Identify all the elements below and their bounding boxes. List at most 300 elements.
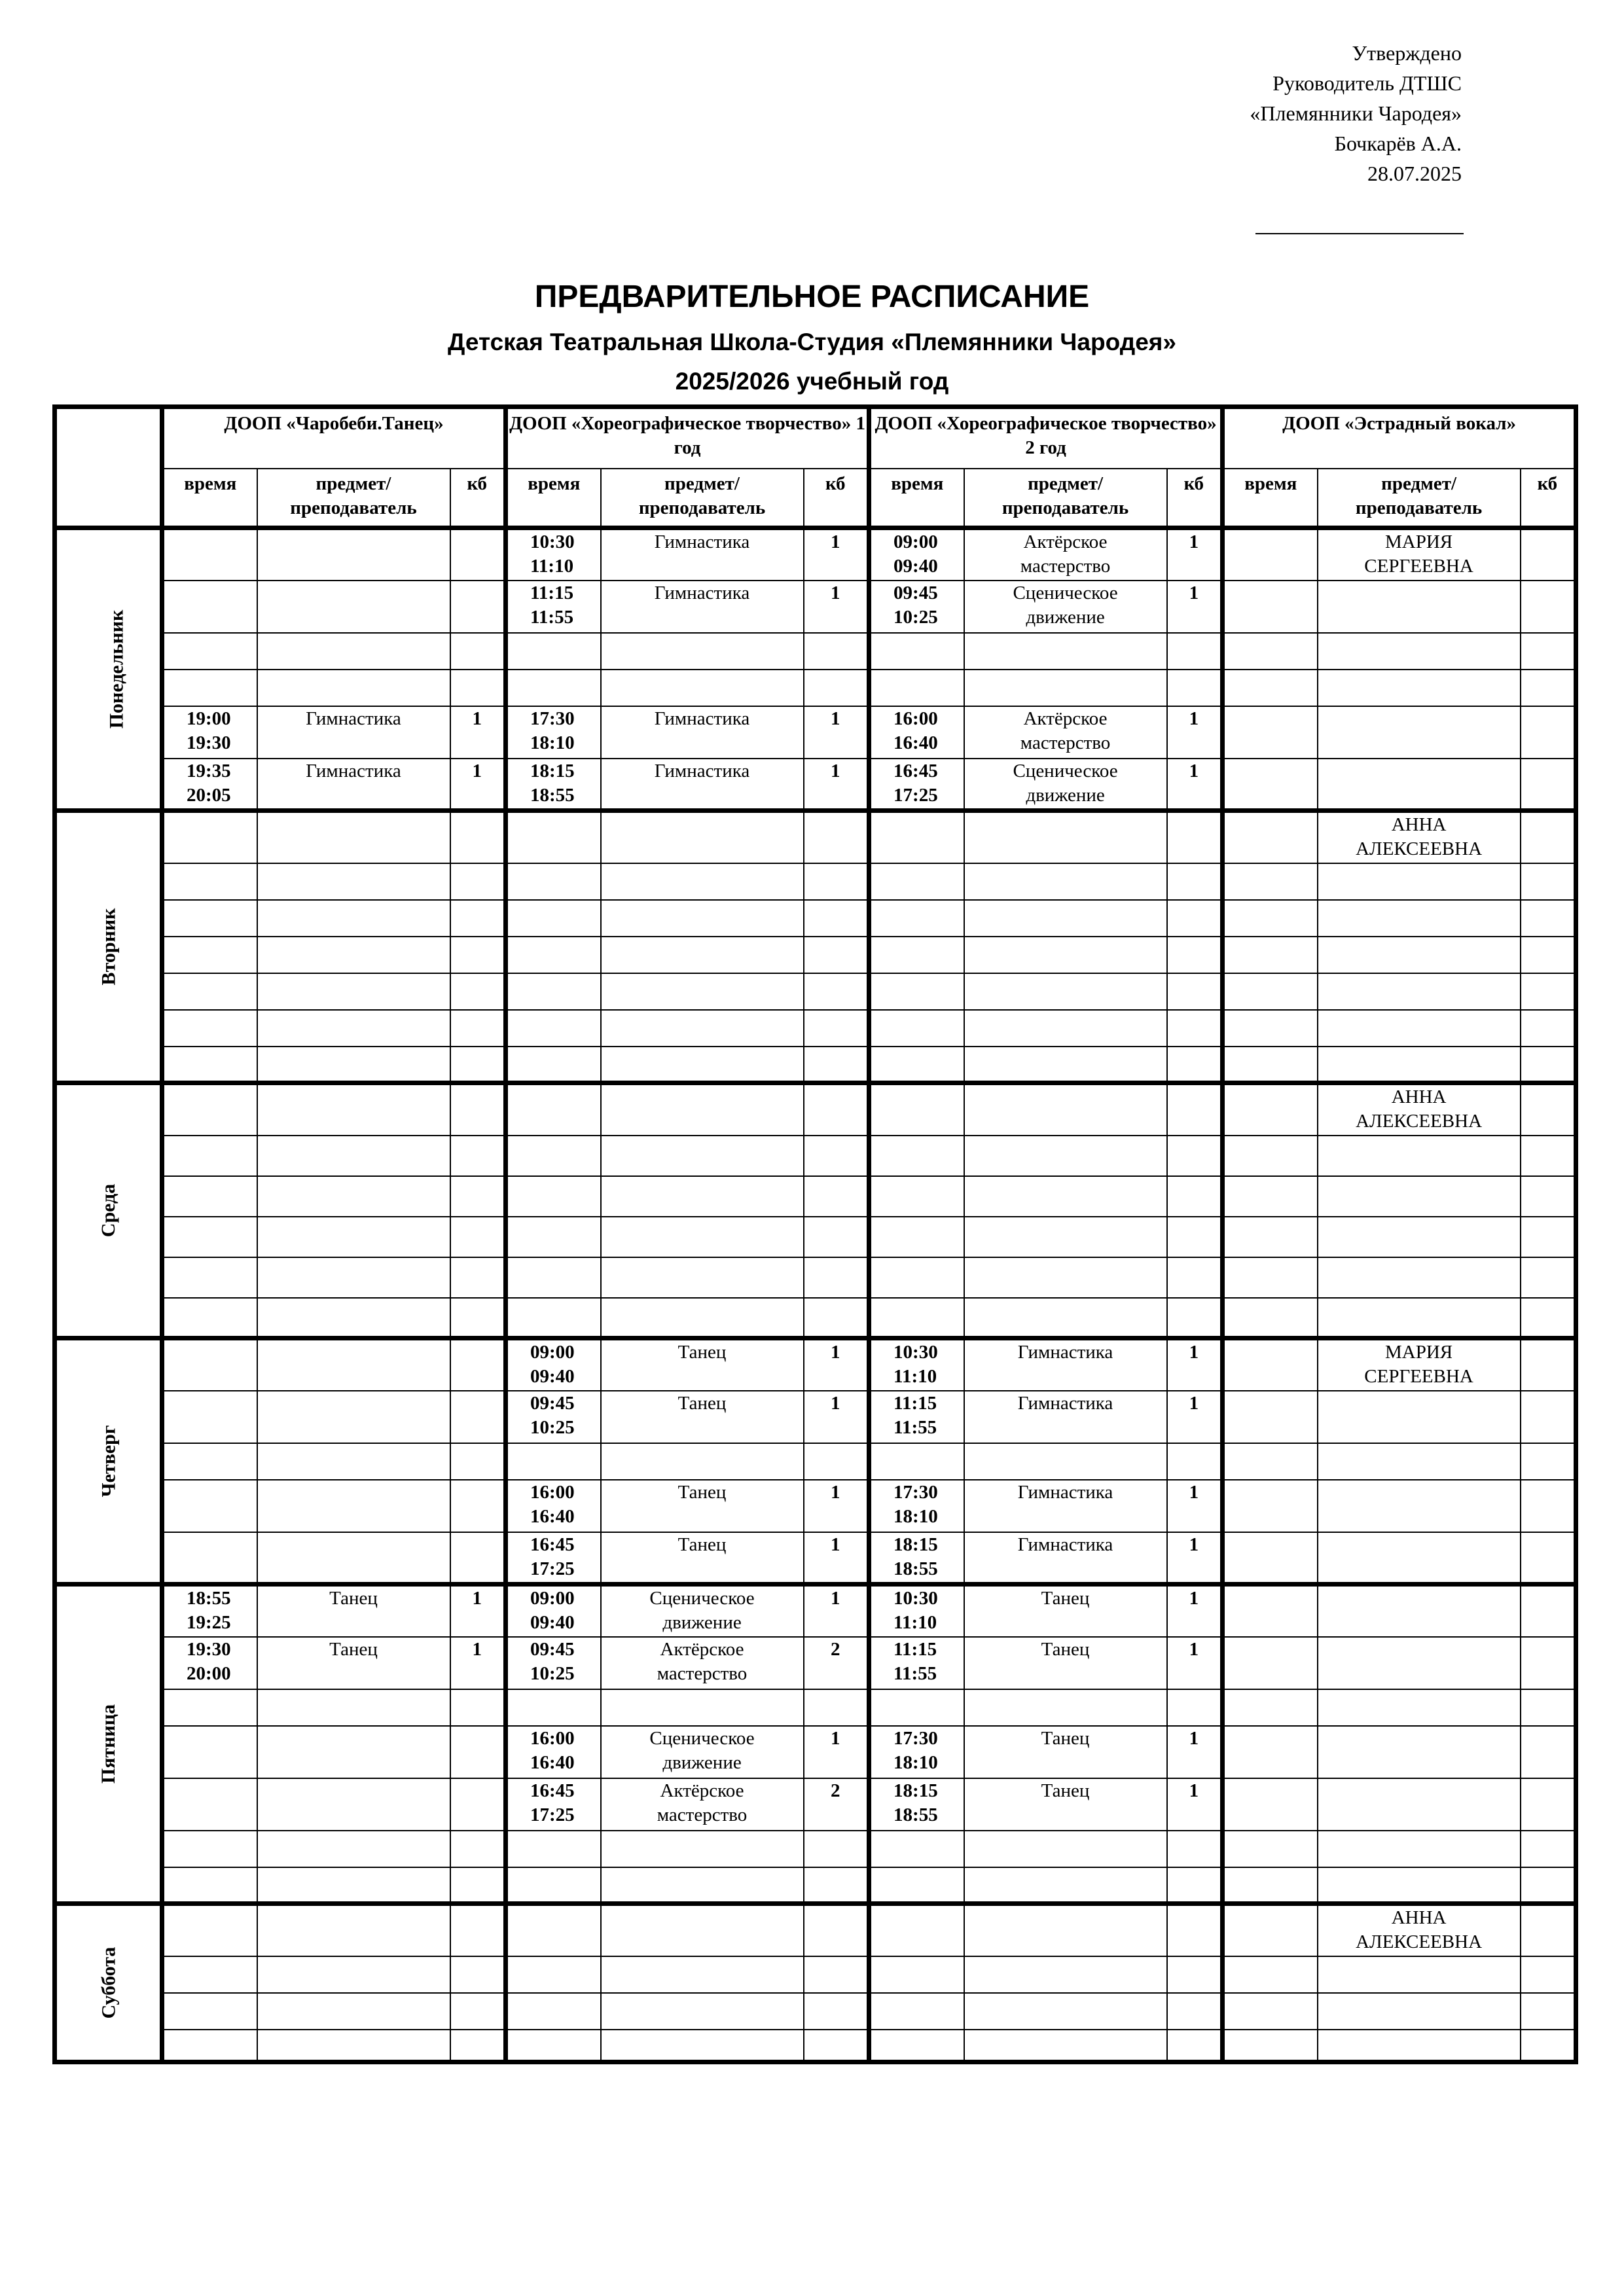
lesson-subject xyxy=(964,1217,1167,1257)
document-title: ПРЕДВАРИТЕЛЬНОЕ РАСПИСАНИЕ xyxy=(534,279,1090,314)
lesson-time xyxy=(162,1176,257,1217)
lesson-time xyxy=(506,1083,601,1136)
lesson-room xyxy=(1167,1010,1223,1047)
lesson-time xyxy=(162,1956,257,1993)
lesson-time xyxy=(1223,581,1318,633)
lesson-time: 11:15 11:55 xyxy=(506,581,601,633)
lesson-subject xyxy=(1318,1532,1521,1585)
lesson-subject xyxy=(1318,1689,1521,1726)
lesson-subject xyxy=(1318,759,1521,811)
lesson-subject xyxy=(601,1217,804,1257)
lesson-room xyxy=(1167,1443,1223,1480)
lesson-subject xyxy=(1318,1176,1521,1217)
lesson-subject xyxy=(1318,1585,1521,1637)
lesson-time xyxy=(162,1726,257,1778)
approval-line: Бочкарёв А.А. xyxy=(1334,132,1462,155)
lesson-subject xyxy=(601,1904,804,1956)
lesson-subject xyxy=(257,1831,450,1867)
lesson-subject xyxy=(1318,1993,1521,2030)
lesson-subject xyxy=(257,863,450,900)
lesson-subject xyxy=(257,670,450,706)
lesson-subject xyxy=(257,900,450,937)
lesson-subject xyxy=(964,2030,1167,2062)
lesson-time xyxy=(869,633,964,670)
lesson-subject: АННА АЛЕКСЕЕВНА xyxy=(1318,1904,1521,1956)
lesson-time xyxy=(1223,1831,1318,1867)
lesson-time xyxy=(162,900,257,937)
lesson-time: 10:30 11:10 xyxy=(869,1585,964,1637)
lesson-time: 09:00 09:40 xyxy=(506,1338,601,1391)
lesson-room xyxy=(1521,1136,1576,1176)
subject-column-header: предмет/ преподаватель xyxy=(257,469,450,528)
lesson-room xyxy=(450,1047,506,1083)
lesson-subject xyxy=(1318,1298,1521,1338)
lesson-room xyxy=(1521,900,1576,937)
lesson-subject xyxy=(1318,1778,1521,1831)
lesson-room xyxy=(1167,1689,1223,1726)
lesson-subject xyxy=(601,1867,804,1904)
lesson-room: 1 xyxy=(450,706,506,759)
lesson-time xyxy=(1223,1217,1318,1257)
lesson-room: 1 xyxy=(450,1585,506,1637)
lesson-subject xyxy=(257,811,450,863)
lesson-room xyxy=(1167,811,1223,863)
lesson-time xyxy=(869,1904,964,1956)
lesson-subject xyxy=(1318,1391,1521,1443)
lesson-time xyxy=(506,670,601,706)
lesson-time xyxy=(1223,1443,1318,1480)
lesson-subject xyxy=(257,1956,450,1993)
lesson-room xyxy=(1167,900,1223,937)
lesson-room xyxy=(1521,1298,1576,1338)
lesson-time xyxy=(1223,1083,1318,1136)
lesson-room xyxy=(1521,811,1576,863)
schedule-row xyxy=(55,1726,1576,1778)
lesson-subject xyxy=(1318,1136,1521,1176)
lesson-room xyxy=(450,1993,506,2030)
lesson-room xyxy=(1521,1585,1576,1637)
lesson-room xyxy=(1521,581,1576,633)
lesson-time xyxy=(869,1010,964,1047)
lesson-room: 1 xyxy=(804,1338,869,1391)
lesson-room xyxy=(804,973,869,1010)
lesson-room: 1 xyxy=(1167,1338,1223,1391)
lesson-time xyxy=(162,1480,257,1532)
lesson-room xyxy=(450,1136,506,1176)
lesson-subject xyxy=(601,1083,804,1136)
lesson-time xyxy=(1223,1480,1318,1532)
lesson-room xyxy=(1521,1010,1576,1047)
lesson-room: 1 xyxy=(1167,1726,1223,1778)
lesson-room xyxy=(450,581,506,633)
lesson-room xyxy=(1521,863,1576,900)
lesson-subject xyxy=(964,1083,1167,1136)
lesson-subject: Гимнастика xyxy=(964,1391,1167,1443)
lesson-time xyxy=(869,1956,964,1993)
lesson-time xyxy=(869,973,964,1010)
lesson-time xyxy=(1223,1298,1318,1338)
day-name: Понедельник xyxy=(105,609,128,728)
lesson-room xyxy=(1521,973,1576,1010)
schedule-row xyxy=(55,1956,1576,1993)
lesson-subject xyxy=(257,937,450,973)
lesson-time xyxy=(506,1136,601,1176)
lesson-subject: МАРИЯ СЕРГЕЕВНА xyxy=(1318,528,1521,581)
lesson-subject xyxy=(601,633,804,670)
lesson-time xyxy=(1223,1391,1318,1443)
lesson-subject: Гимнастика xyxy=(964,1532,1167,1585)
lesson-time xyxy=(1223,706,1318,759)
room-column-header: кб xyxy=(1521,469,1576,528)
lesson-time: 19:35 20:05 xyxy=(162,759,257,811)
lesson-time xyxy=(506,1217,601,1257)
lesson-subject: Актёрское мастерство xyxy=(601,1778,804,1831)
lesson-time xyxy=(506,1831,601,1867)
day-name-cell xyxy=(55,1083,162,1338)
approval-block xyxy=(1250,38,1462,188)
lesson-subject xyxy=(964,1298,1167,1338)
day-column-header xyxy=(55,407,162,528)
lesson-time xyxy=(1223,1585,1318,1637)
group-header-row xyxy=(55,407,1576,469)
lesson-time xyxy=(162,1338,257,1391)
lesson-subject xyxy=(1318,1217,1521,1257)
schedule-row xyxy=(55,1338,1576,1391)
schedule-row xyxy=(55,1904,1576,1956)
lesson-room xyxy=(1167,1831,1223,1867)
lesson-subject xyxy=(1318,1637,1521,1689)
lesson-subject: Танец xyxy=(964,1585,1167,1637)
lesson-subject xyxy=(257,1443,450,1480)
schedule-row xyxy=(55,937,1576,973)
schedule-row xyxy=(55,2030,1576,2062)
lesson-time xyxy=(1223,1867,1318,1904)
day-name-cell xyxy=(55,1338,162,1585)
lesson-time: 16:45 17:25 xyxy=(506,1532,601,1585)
lesson-room xyxy=(1521,1047,1576,1083)
lesson-time: 09:45 10:25 xyxy=(506,1391,601,1443)
lesson-room xyxy=(450,1443,506,1480)
lesson-time xyxy=(162,973,257,1010)
lesson-time xyxy=(162,1136,257,1176)
lesson-room: 1 xyxy=(1167,1778,1223,1831)
approval-line: «Племянники Чародея» xyxy=(1250,101,1462,125)
schedule-row xyxy=(55,1391,1576,1443)
lesson-time: 18:15 18:55 xyxy=(869,1778,964,1831)
lesson-time: 16:00 16:40 xyxy=(506,1480,601,1532)
lesson-time: 09:45 10:25 xyxy=(506,1637,601,1689)
lesson-room: 1 xyxy=(804,1391,869,1443)
lesson-room xyxy=(1521,1176,1576,1217)
lesson-time xyxy=(162,1532,257,1585)
lesson-time: 18:55 19:25 xyxy=(162,1585,257,1637)
schedule-row xyxy=(55,581,1576,633)
subject-column-header: предмет/ преподаватель xyxy=(1318,469,1521,528)
lesson-room xyxy=(450,1726,506,1778)
time-column-header: время xyxy=(506,469,601,528)
lesson-room xyxy=(804,1217,869,1257)
lesson-room: 1 xyxy=(804,1532,869,1585)
schedule-row xyxy=(55,670,1576,706)
lesson-room xyxy=(804,2030,869,2062)
lesson-room xyxy=(450,937,506,973)
day-name: Четверг xyxy=(98,1425,119,1497)
lesson-room xyxy=(1521,937,1576,973)
schedule-row xyxy=(55,1637,1576,1689)
lesson-time xyxy=(1223,1338,1318,1391)
lesson-room xyxy=(804,1689,869,1726)
approval-date: 28.07.2025 xyxy=(1367,162,1462,185)
lesson-time xyxy=(869,811,964,863)
lesson-room xyxy=(1521,1443,1576,1480)
time-column-header: время xyxy=(869,469,964,528)
lesson-subject xyxy=(601,1443,804,1480)
lesson-room xyxy=(804,1956,869,1993)
lesson-subject xyxy=(964,1904,1167,1956)
lesson-subject xyxy=(257,1993,450,2030)
lesson-time: 17:30 18:10 xyxy=(506,706,601,759)
lesson-subject xyxy=(257,1047,450,1083)
lesson-time xyxy=(1223,900,1318,937)
lesson-subject xyxy=(1318,973,1521,1010)
lesson-room xyxy=(1521,528,1576,581)
lesson-time xyxy=(162,528,257,581)
lesson-subject: АННА АЛЕКСЕЕВНА xyxy=(1318,811,1521,863)
lesson-time: 11:15 11:55 xyxy=(869,1391,964,1443)
lesson-time xyxy=(162,1689,257,1726)
lesson-room xyxy=(450,1176,506,1217)
lesson-room xyxy=(1521,1083,1576,1136)
lesson-time xyxy=(1223,811,1318,863)
lesson-subject xyxy=(964,1176,1167,1217)
lesson-subject xyxy=(964,1136,1167,1176)
lesson-room xyxy=(1521,1257,1576,1298)
lesson-time xyxy=(869,1047,964,1083)
lesson-subject xyxy=(257,1391,450,1443)
lesson-time xyxy=(869,1443,964,1480)
lesson-time xyxy=(162,2030,257,2062)
lesson-room: 1 xyxy=(804,581,869,633)
lesson-subject xyxy=(601,670,804,706)
lesson-room xyxy=(804,1257,869,1298)
lesson-time xyxy=(162,670,257,706)
lesson-room xyxy=(1521,1217,1576,1257)
lesson-room xyxy=(450,1257,506,1298)
lesson-time: 18:15 18:55 xyxy=(506,759,601,811)
lesson-room: 1 xyxy=(1167,581,1223,633)
lesson-subject: Сценическое движение xyxy=(964,581,1167,633)
lesson-subject xyxy=(257,633,450,670)
lesson-time xyxy=(162,1010,257,1047)
lesson-subject xyxy=(601,2030,804,2062)
lesson-room xyxy=(1167,1867,1223,1904)
lesson-room: 1 xyxy=(450,1637,506,1689)
approval-line: Утверждено xyxy=(1352,41,1462,65)
lesson-subject xyxy=(964,900,1167,937)
lesson-time xyxy=(869,1083,964,1136)
lesson-room xyxy=(450,1689,506,1726)
lesson-time xyxy=(162,581,257,633)
lesson-time xyxy=(869,1298,964,1338)
lesson-subject xyxy=(1318,1443,1521,1480)
lesson-subject: Танец xyxy=(964,1726,1167,1778)
lesson-room xyxy=(1167,670,1223,706)
lesson-time xyxy=(506,1867,601,1904)
lesson-subject xyxy=(964,1010,1167,1047)
lesson-room xyxy=(450,1480,506,1532)
lesson-room xyxy=(450,1298,506,1338)
lesson-subject xyxy=(601,1956,804,1993)
lesson-time xyxy=(162,1831,257,1867)
lesson-room xyxy=(1167,1176,1223,1217)
lesson-subject xyxy=(601,1047,804,1083)
lesson-room xyxy=(1167,633,1223,670)
group-title: ДООП «Хореографическое творчество» 2 год xyxy=(869,407,1223,469)
lesson-subject: Танец xyxy=(601,1338,804,1391)
lesson-subject xyxy=(964,1831,1167,1867)
room-column-header: кб xyxy=(804,469,869,528)
schedule-table xyxy=(52,404,1578,2064)
lesson-room: 1 xyxy=(804,1480,869,1532)
lesson-subject xyxy=(1318,670,1521,706)
schedule-row xyxy=(55,706,1576,759)
lesson-time: 09:00 09:40 xyxy=(869,528,964,581)
lesson-time: 19:30 20:00 xyxy=(162,1637,257,1689)
lesson-subject xyxy=(257,1778,450,1831)
lesson-subject xyxy=(601,937,804,973)
day-name-cell xyxy=(55,1904,162,2062)
lesson-room: 2 xyxy=(804,1637,869,1689)
lesson-subject: Танец xyxy=(257,1637,450,1689)
schedule-row xyxy=(55,1083,1576,1136)
lesson-subject: Сценическое движение xyxy=(601,1726,804,1778)
lesson-subject: Гимнастика xyxy=(601,706,804,759)
lesson-time xyxy=(1223,1993,1318,2030)
schedule-row xyxy=(55,811,1576,863)
lesson-subject xyxy=(601,900,804,937)
lesson-time xyxy=(506,1443,601,1480)
signature-line xyxy=(1255,233,1464,234)
lesson-subject xyxy=(601,1831,804,1867)
schedule-row xyxy=(55,1831,1576,1867)
lesson-room xyxy=(804,1831,869,1867)
lesson-subject xyxy=(601,1689,804,1726)
lesson-subject xyxy=(257,1338,450,1391)
lesson-subject: Гимнастика xyxy=(601,528,804,581)
lesson-room xyxy=(804,1904,869,1956)
schedule-row xyxy=(55,1689,1576,1726)
time-column-header: время xyxy=(1223,469,1318,528)
lesson-time xyxy=(869,1831,964,1867)
lesson-room xyxy=(1521,1993,1576,2030)
lesson-room xyxy=(1167,863,1223,900)
schedule-row xyxy=(55,1217,1576,1257)
lesson-room xyxy=(1521,633,1576,670)
lesson-subject xyxy=(257,1217,450,1257)
schedule-row xyxy=(55,1298,1576,1338)
lesson-time xyxy=(1223,670,1318,706)
schedule-row xyxy=(55,1257,1576,1298)
lesson-time: 19:00 19:30 xyxy=(162,706,257,759)
lesson-subject: Гимнастика xyxy=(257,759,450,811)
lesson-time xyxy=(506,1689,601,1726)
lesson-time xyxy=(162,863,257,900)
lesson-time xyxy=(869,1689,964,1726)
lesson-subject xyxy=(601,1257,804,1298)
lesson-time xyxy=(162,1867,257,1904)
lesson-time xyxy=(869,670,964,706)
lesson-room xyxy=(804,633,869,670)
lesson-room: 1 xyxy=(804,706,869,759)
lesson-room: 2 xyxy=(804,1778,869,1831)
lesson-subject xyxy=(964,1993,1167,2030)
lesson-room xyxy=(450,973,506,1010)
group-title: ДООП «Хореографическое творчество» 1 год xyxy=(506,407,869,469)
lesson-subject xyxy=(964,633,1167,670)
lesson-time: 10:30 11:10 xyxy=(506,528,601,581)
lesson-time xyxy=(506,900,601,937)
lesson-room xyxy=(804,1176,869,1217)
lesson-room xyxy=(1167,1993,1223,2030)
lesson-subject xyxy=(257,1298,450,1338)
lesson-subject xyxy=(257,2030,450,2062)
lesson-subject: Танец xyxy=(601,1391,804,1443)
lesson-time xyxy=(506,811,601,863)
lesson-time xyxy=(1223,633,1318,670)
schedule-row xyxy=(55,1867,1576,1904)
lesson-subject xyxy=(964,670,1167,706)
lesson-time xyxy=(506,1993,601,2030)
lesson-subject xyxy=(257,973,450,1010)
lesson-time xyxy=(162,1904,257,1956)
lesson-time xyxy=(1223,2030,1318,2062)
lesson-subject xyxy=(257,1480,450,1532)
lesson-room xyxy=(804,1010,869,1047)
lesson-room xyxy=(450,900,506,937)
lesson-time: 17:30 18:10 xyxy=(869,1480,964,1532)
schedule-row xyxy=(55,1778,1576,1831)
lesson-room xyxy=(1521,1689,1576,1726)
lesson-subject: Сценическое движение xyxy=(601,1585,804,1637)
lesson-subject: Танец xyxy=(257,1585,450,1637)
lesson-subject xyxy=(964,1443,1167,1480)
lesson-subject xyxy=(1318,1010,1521,1047)
lesson-subject xyxy=(964,1047,1167,1083)
lesson-room xyxy=(1521,1904,1576,1956)
lesson-time xyxy=(162,811,257,863)
lesson-room: 1 xyxy=(1167,1532,1223,1585)
lesson-room xyxy=(1521,706,1576,759)
lesson-room xyxy=(1521,1831,1576,1867)
lesson-subject: Танец xyxy=(601,1480,804,1532)
lesson-room: 1 xyxy=(1167,528,1223,581)
lesson-room xyxy=(1167,1298,1223,1338)
lesson-time xyxy=(1223,1904,1318,1956)
lesson-subject: Сценическое движение xyxy=(964,759,1167,811)
lesson-time xyxy=(869,2030,964,2062)
lesson-time xyxy=(162,1257,257,1298)
day-name: Вторник xyxy=(97,908,119,985)
lesson-room xyxy=(450,1778,506,1831)
schedule-row xyxy=(55,1993,1576,2030)
day-name-cell xyxy=(55,1585,162,1904)
lesson-time xyxy=(506,2030,601,2062)
lesson-time xyxy=(1223,1532,1318,1585)
lesson-time: 16:45 17:25 xyxy=(869,759,964,811)
day-name: Пятница xyxy=(97,1704,119,1784)
lesson-room: 1 xyxy=(804,1585,869,1637)
lesson-room xyxy=(450,1083,506,1136)
